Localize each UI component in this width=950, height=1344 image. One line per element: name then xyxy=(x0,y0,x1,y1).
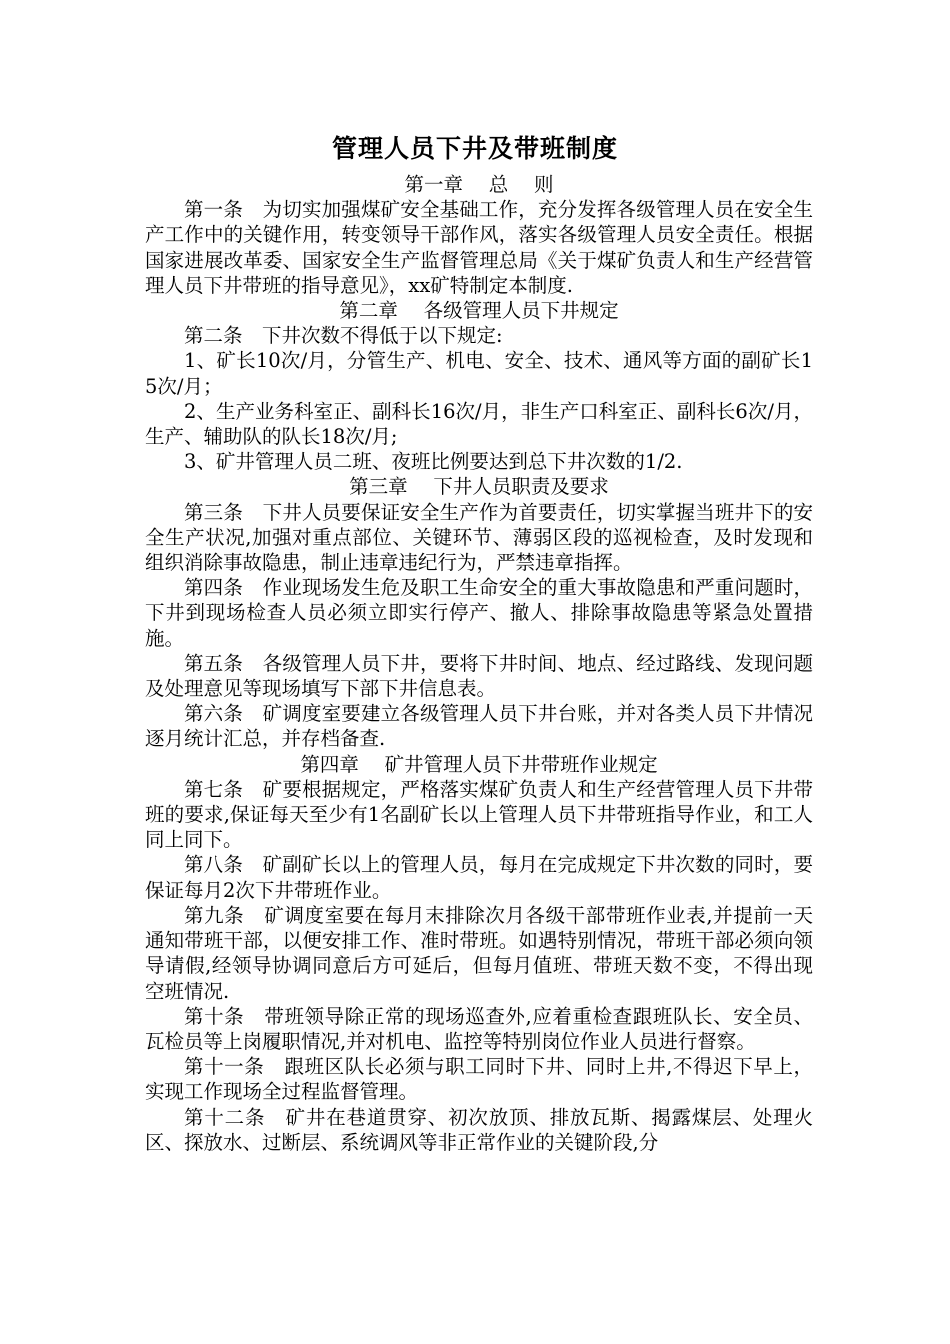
article-text: 各级管理人员下井，要将下井时间、地点、经过路线、发现问题及处理意见等现场填写下部下井信息表。 xyxy=(145,651,813,701)
article-text: 矿副矿长以上的管理人员，每月在完成规定下井次数的同时，要保证每月2次下井带班作业。 xyxy=(145,853,813,902)
article-text: 矿井在巷道贯穿、初次放顶、排放瓦斯、揭露煤层、处理火区、探放水、过断层、系统调风等非正常作业的关键阶段,分 xyxy=(145,1105,813,1154)
article-number: 第三条 xyxy=(184,500,263,524)
document-body xyxy=(145,172,813,1155)
article-paragraph-11 xyxy=(145,852,813,902)
article-paragraph-7 xyxy=(145,575,813,651)
article-number: 第十二条 xyxy=(184,1105,286,1129)
article-paragraph-13 xyxy=(145,1004,813,1054)
article-paragraph-6 xyxy=(145,500,813,576)
article-text: 作业现场发生危及职工生命安全的重大事故隐患和严重问题时，下井到现场检查人员必须立即实行停产、撤人、排除事故隐患等紧急处置措施。 xyxy=(145,576,813,650)
article-text: 下井次数不得低于以下规定: xyxy=(262,324,503,348)
article-paragraph-15 xyxy=(145,1105,813,1155)
article-text: 带班领导除正常的现场巡查外,应着重检查跟班队长、安全员、瓦检员等上岗履职情况,并对机电、监控等特别岗位作业人员进行督察。 xyxy=(145,1004,813,1053)
chapter-heading-1: 第一章 总 则 xyxy=(404,173,554,196)
article-paragraph-9 xyxy=(145,701,813,751)
article-paragraph-14 xyxy=(145,1054,813,1104)
article-number: 第五条 xyxy=(184,651,263,675)
article-text: 下井人员要保证安全生产作为首要责任，切实掌握当班井下的安全生产状况,加强对重点部位、关键环节、薄弱区段的巡视检查，及时发现和组织消除事故隐患，制止违章违纪行为，严禁违章指挥。 xyxy=(145,500,813,575)
article-paragraph-8 xyxy=(145,651,813,701)
article-paragraph-10 xyxy=(145,777,813,853)
article-text: 跟班区队长必须与职工同时下井、同时上井,不得迟下早上，实现工作现场全过程监督管理。 xyxy=(145,1055,813,1104)
article-number: 第九条 xyxy=(184,903,265,927)
chapter-heading-4: 第四章 矿井管理人员下井带班作业规定 xyxy=(300,752,658,776)
article-text: 矿调度室要在每月末排除次月各级干部带班作业表,并提前一天通知带班干部，以便安排工作、准时带班。如遇特别情况，带班干部必须向领导请假,经领导协调同意后方可延后，但每月值班、带班天数不变，不得出现空班情况. xyxy=(145,903,813,1003)
chapter-heading-3: 第三章 下井人员职责及要求 xyxy=(349,475,609,499)
article-text: 3、矿井管理人员二班、夜班比例要达到总下井次数的1/2. xyxy=(184,450,683,474)
article-text: 2、生产业务科室正、副科长16次/月，非生产口科室正、副科长6次/月，生产、辅助队的队长18次/月; xyxy=(145,399,813,449)
article-number: 第一条 xyxy=(184,198,263,222)
article-paragraph-3 xyxy=(145,348,813,398)
document-title: 管理人员下井及带班制度 xyxy=(331,134,618,163)
article-text: 矿调度室要建立各级管理人员下井台账，并对各类人员下井情况逐月统计汇总，并存档备查. xyxy=(145,702,813,751)
article-number: 第十一条 xyxy=(184,1055,285,1079)
chapter-heading-2: 第二章 各级管理人员下井规定 xyxy=(339,299,619,323)
article-number: 第十条 xyxy=(184,1004,265,1028)
article-number: 第七条 xyxy=(184,777,263,801)
article-paragraph-5 xyxy=(145,449,813,474)
article-text: 矿要根据规定，严格落实煤矿负责人和生产经营管理人员下井带班的要求,保证每天至少有1名副矿长以上管理人员下井带班指导作业，和工人同上同下。 xyxy=(145,777,813,852)
article-paragraph-2 xyxy=(145,323,813,348)
article-text: 1、矿长10次/月，分管生产、机电、安全、技术、通风等方面的副矿长15次/月； xyxy=(145,349,813,398)
article-number: 第八条 xyxy=(184,853,263,877)
article-paragraph-12 xyxy=(145,903,813,1004)
article-number: 第二条 xyxy=(184,324,263,348)
article-paragraph-1 xyxy=(145,197,813,298)
article-number: 第六条 xyxy=(184,702,263,726)
article-number: 第四条 xyxy=(184,576,263,600)
article-text: 为切实加强煤矿安全基础工作，充分发挥各级管理人员在安全生产工作中的关键作用，转变领导干部作风，落实各级管理人员安全责任。根据国家进展改革委、国家安全生产监督管理总局《关于煤矿负责人和生产经营管理人员下井带班的指导意见》，xx矿特制定本制度. xyxy=(145,198,813,297)
article-paragraph-4 xyxy=(145,399,813,449)
